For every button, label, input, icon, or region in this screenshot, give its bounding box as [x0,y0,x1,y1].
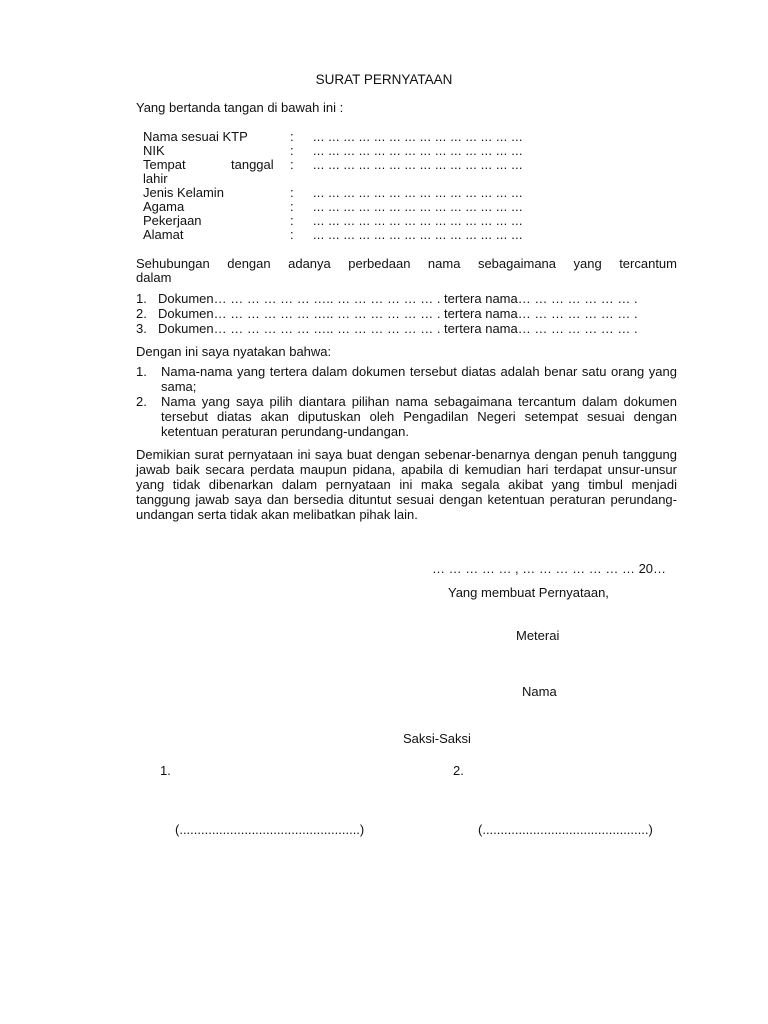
meterai-label: Meterai [516,628,560,643]
closing-paragraph: Demikian surat pernyataan ini saya buat dengan sebenar-benarnya dengan penuh tanggung jawab baik secara perdata maupun pidana, apabila di kemudian hari terdapat unsur-unsur yang tidak dibenarkan dalam pernyataan ini maka segala akibat yang timbul menjadi tanggung jawab saya dan bersedia dituntut sesuai dengan ketentuan peraturan perundang-undangan serta tidak akan melibatkan pihak lain. [136,447,677,522]
field-blank: ... ... ... ... ... ... ... ... ... ... ... ... ... ... [313,157,523,172]
field-label: Agama [143,199,185,214]
field-blank: ... ... ... ... ... ... ... ... ... ... ... ... ... ... [313,129,523,144]
document-line: Dokumen… … … … … … ….. … … … … … … . tertera nama… … … … … … … . [158,291,638,306]
list-number: 1. [136,291,147,306]
field-colon: : [290,213,294,228]
field-colon: : [290,157,294,172]
field-colon: : [290,199,294,214]
field-label: Nama sesuai KTP [143,129,248,144]
witnesses-title: Saksi-Saksi [403,731,471,746]
list-number: 2. [136,306,147,321]
witness-2-signature-blank: (..............................................) [478,822,653,837]
document-title: SURAT PERNYATAAN [315,72,453,87]
list-number: 1. [136,364,147,379]
declaration-intro: Dengan ini saya nyatakan bahwa: [136,344,332,359]
field-blank: ... ... ... ... ... ... ... ... ... ... ... ... ... ... [313,185,523,200]
field-label: NIK [143,143,165,158]
field-colon: : [290,227,294,242]
intro-line: Yang bertanda tangan di bawah ini : [136,100,344,115]
sehubungan-line: Sehubungan dengan adanya perbedaan nama sebagaimana yang tercantum [136,256,677,271]
list-number: 2. [136,394,147,409]
witness-1-number: 1. [160,763,171,778]
field-colon: : [290,185,294,200]
field-label-tanggal: tanggal [231,157,274,172]
field-label-tempat: Tempat [143,157,186,172]
field-blank: ... ... ... ... ... ... ... ... ... ... ... ... ... ... [313,227,523,242]
field-label: Pekerjaan [143,213,202,228]
place-date-line: … … … … … , … … … … … … … 20… [432,561,667,576]
sehubungan-line-cont: dalam [136,270,172,285]
document-line: Dokumen… … … … … … ….. … … … … … … . tertera nama… … … … … … … . [158,321,638,336]
statement-item: Nama-nama yang tertera dalam dokumen tersebut diatas adalah benar satu orang yang sama; [161,364,677,394]
field-label: Jenis Kelamin [143,185,224,200]
field-colon: : [290,143,294,158]
witness-2-number: 2. [453,763,464,778]
witness-1-signature-blank: (..................................................) [175,822,365,837]
statement-item: Nama yang saya pilih diantara pilihan nama sebagaimana tercantum dalam dokumen tersebut diatas akan diputuskan oleh Pengadilan Negeri setempat sesuai dengan ketentuan peraturan perundang-undangan. [161,394,677,439]
field-label-lahir: lahir [143,171,168,186]
field-label: Alamat [143,227,184,242]
field-colon: : [290,129,294,144]
signer-caption: Yang membuat Pernyataan, [448,585,609,600]
list-number: 3. [136,321,147,336]
field-blank: ... ... ... ... ... ... ... ... ... ... ... ... ... ... [313,199,523,214]
field-blank: ... ... ... ... ... ... ... ... ... ... ... ... ... ... [313,213,523,228]
signer-name: Nama [522,684,557,699]
document-line: Dokumen… … … … … … ….. … … … … … … . tertera nama… … … … … … … . [158,306,638,321]
field-blank: ... ... ... ... ... ... ... ... ... ... ... ... ... ... [313,143,523,158]
